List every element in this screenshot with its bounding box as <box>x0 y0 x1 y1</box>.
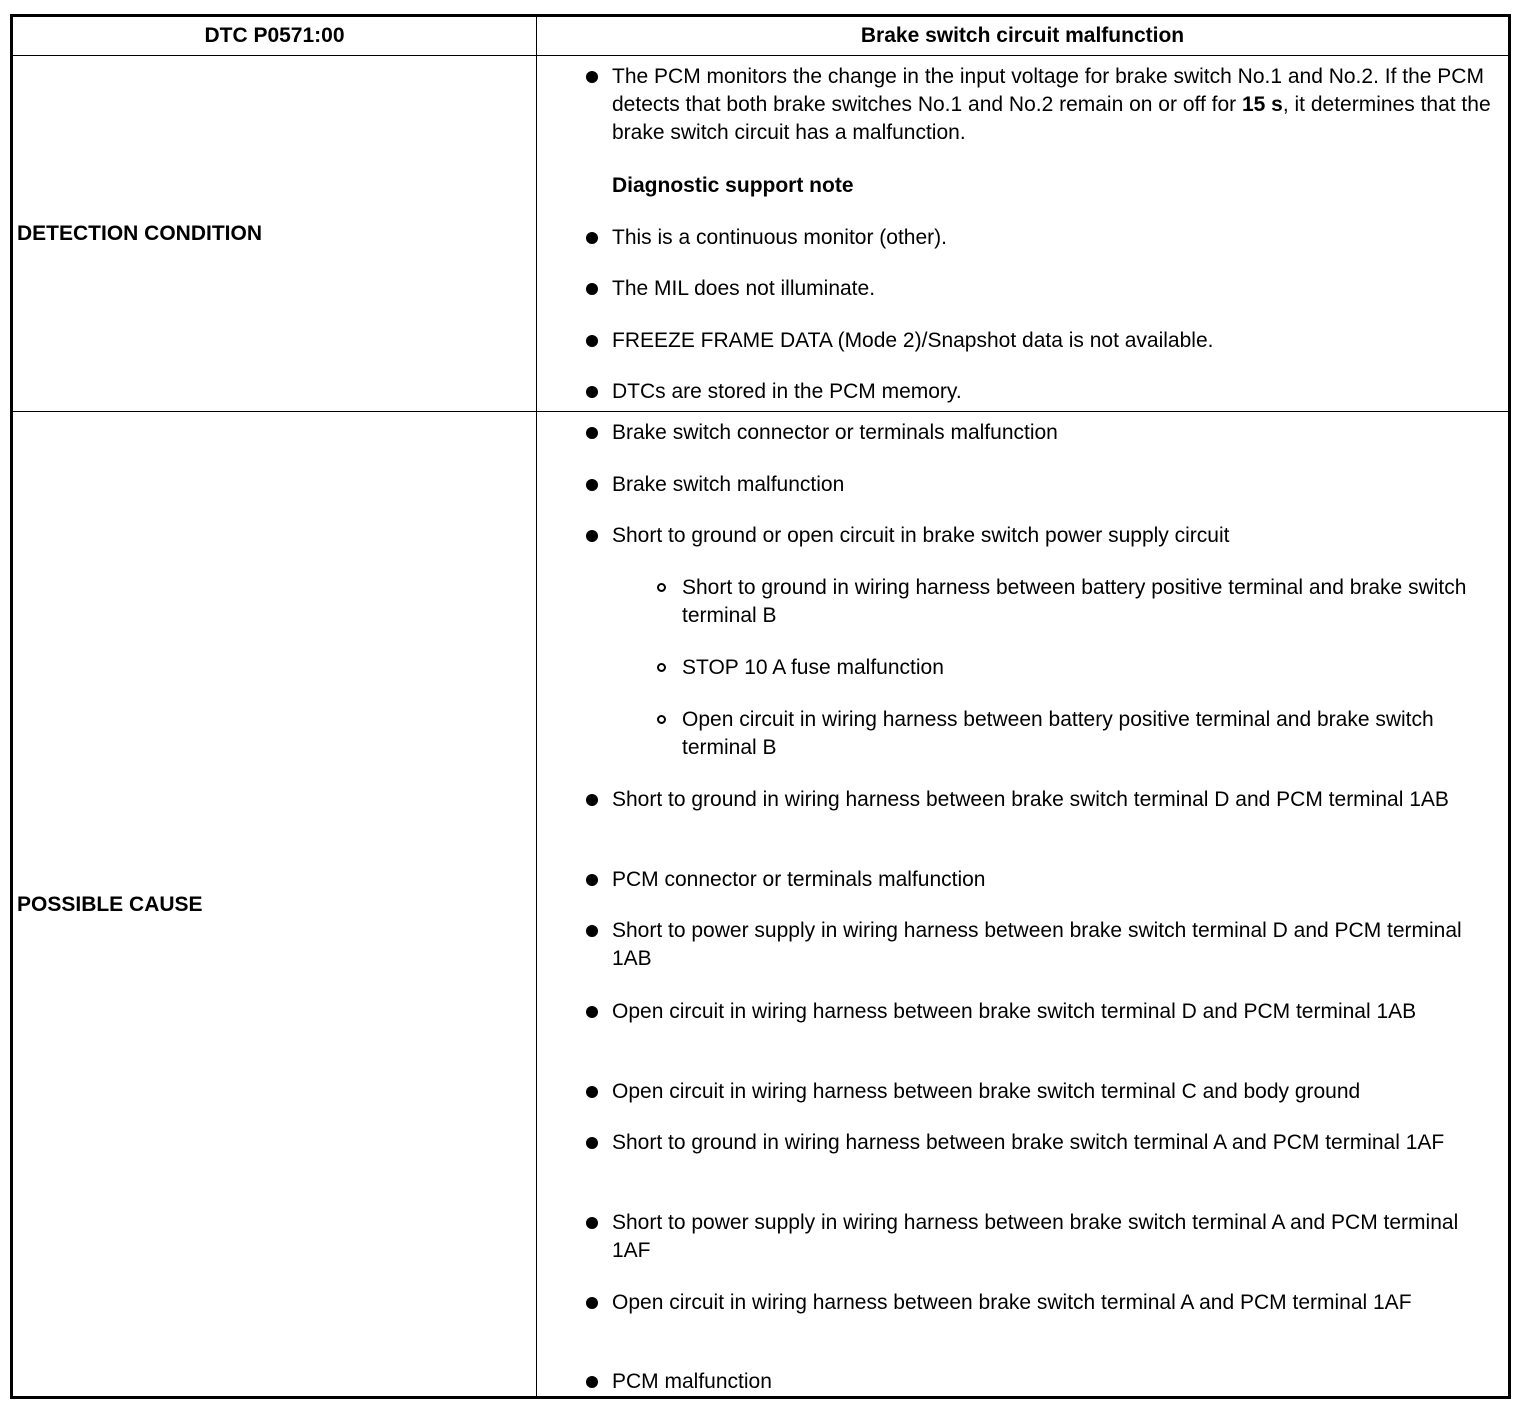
detection-note: FREEZE FRAME DATA (Mode 2)/Snapshot data is not available. <box>612 329 1214 352</box>
cause-item: Brake switch connector or terminals malfunction <box>612 421 1058 444</box>
diagnostic-support-note-title: Diagnostic support note <box>612 174 854 197</box>
bullet-icon <box>586 874 598 886</box>
bullet-icon <box>586 1137 598 1149</box>
bullet-icon <box>586 794 598 806</box>
detection-note: This is a continuous monitor (other). <box>612 226 947 249</box>
bullet-icon <box>586 427 598 439</box>
bullet-icon <box>586 479 598 491</box>
bullet-icon <box>586 232 598 244</box>
detection-condition-label: DETECTION CONDITION <box>17 222 262 245</box>
bullet-icon <box>586 530 598 542</box>
cause-item: Short to power supply in wiring harness between brake switch terminal D and PCM terminal 1AB <box>612 919 1462 970</box>
bullet-icon <box>586 1376 598 1388</box>
cause-item: Open circuit in wiring harness between brake switch terminal D and PCM terminal 1AB <box>612 1000 1417 1023</box>
cause-item: Short to ground in wiring harness between brake switch terminal D and PCM terminal 1AB <box>612 788 1449 811</box>
cause-item: Short to ground in wiring harness between brake switch terminal A and PCM terminal 1AF <box>612 1131 1445 1154</box>
dtc-code-header: DTC P0571:00 <box>204 24 345 47</box>
cause-item: Open circuit in wiring harness between brake switch terminal C and body ground <box>612 1080 1361 1103</box>
bullet-icon <box>586 1217 598 1229</box>
bullet-icon <box>586 283 598 295</box>
cause-item: Short to power supply in wiring harness between brake switch terminal A and PCM terminal 1AF <box>612 1211 1459 1262</box>
hollow-bullet-icon <box>657 715 666 724</box>
cause-item: Brake switch malfunction <box>612 473 845 496</box>
cause-sub-item: Short to ground in wiring harness between battery positive terminal and brake switch terminal B <box>682 576 1467 627</box>
bullet-icon <box>586 386 598 398</box>
bullet-icon <box>586 335 598 347</box>
hollow-bullet-icon <box>657 663 666 672</box>
cause-sub-item: STOP 10 A fuse malfunction <box>682 656 944 679</box>
cause-item: Open circuit in wiring harness between brake switch terminal A and PCM terminal 1AF <box>612 1291 1412 1314</box>
row-divider <box>13 411 1508 412</box>
dtc-table <box>10 14 1511 1399</box>
dtc-title-header: Brake switch circuit malfunction <box>860 24 1185 47</box>
possible-cause-label: POSSIBLE CAUSE <box>17 893 203 916</box>
cause-sub-item: Open circuit in wiring harness between battery positive terminal and brake switch terminal B <box>682 708 1434 759</box>
bullet-icon <box>586 1006 598 1018</box>
cause-item: Short to ground or open circuit in brake switch power supply circuit <box>612 524 1230 547</box>
cause-item: PCM connector or terminals malfunction <box>612 868 986 891</box>
column-divider <box>536 17 537 1396</box>
cause-item: PCM malfunction <box>612 1370 772 1393</box>
detection-note: DTCs are stored in the PCM memory. <box>612 380 962 403</box>
bullet-icon <box>586 1086 598 1098</box>
header-divider <box>13 55 1508 56</box>
hollow-bullet-icon <box>657 583 666 592</box>
detection-note: The MIL does not illuminate. <box>612 277 876 300</box>
detection-main-text: The PCM monitors the change in the input voltage for brake switch No.1 and No.2. If the PCM detects that both brake switches No.1 and No.2 remain on or off for 15 s, it determines that the brake switch circuit has a malfunction. <box>612 65 1491 144</box>
bullet-icon <box>586 71 598 83</box>
bullet-icon <box>586 1297 598 1309</box>
bullet-icon <box>586 925 598 937</box>
